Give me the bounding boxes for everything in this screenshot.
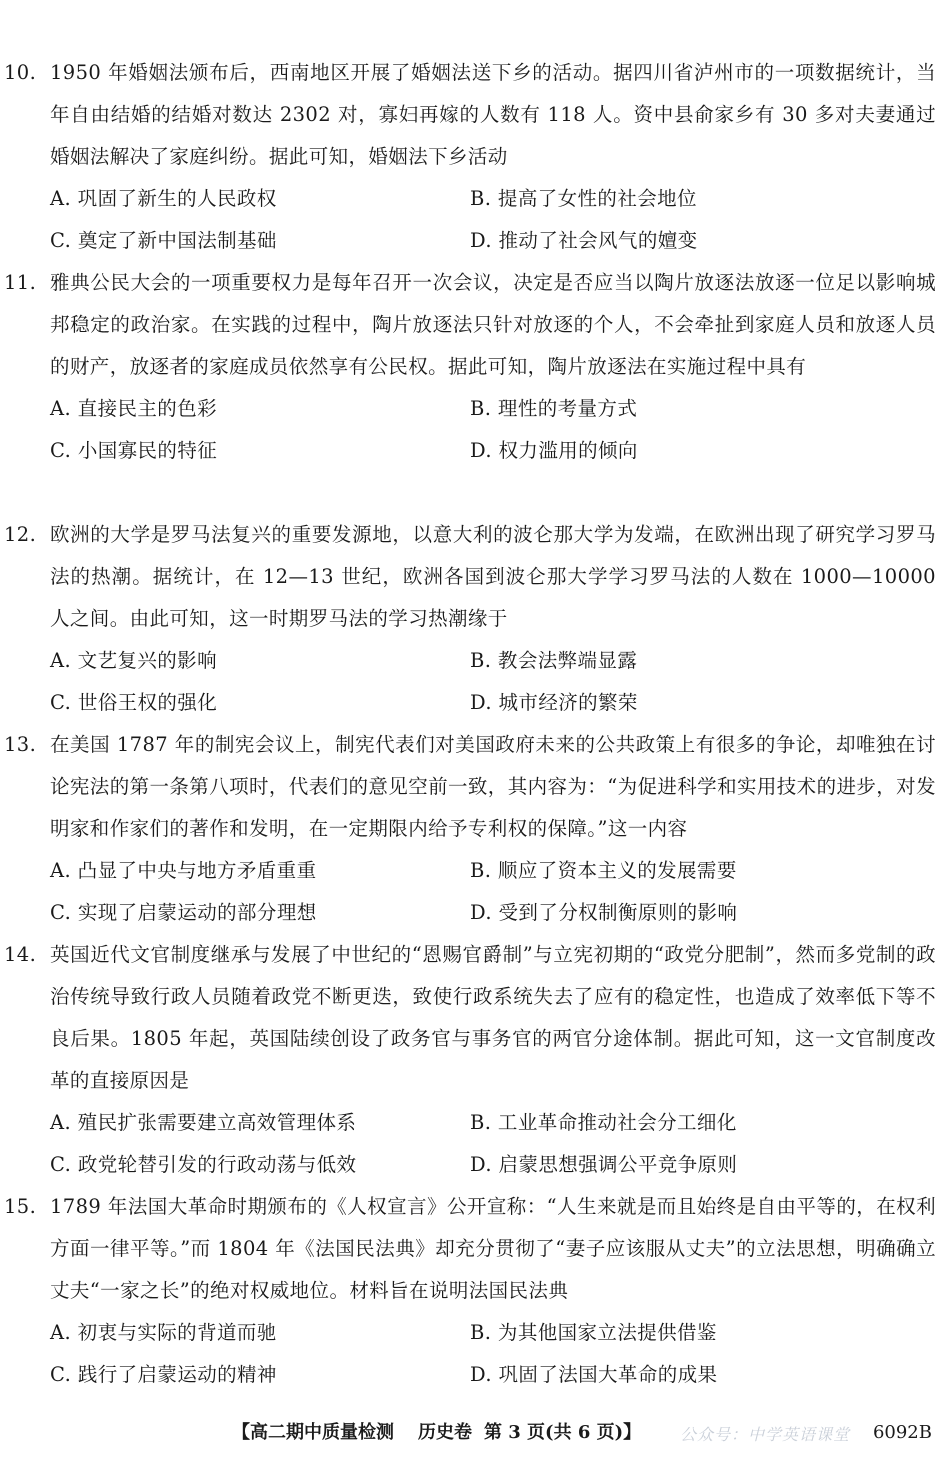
question-stem (0, 262, 950, 388)
question-text: 1789 年法国大革命时期颁布的《人权宣言》公开宣称：“人生来就是而且始终是自由平等的，在权利方面一律平等。”而 1804 年《法国民法典》却充分贯彻了“妻子应该服从丈夫”的立法思想，明确确立丈夫“一家之长”的绝对权威地位。材料旨在说明法国民法典 (50, 1195, 937, 1302)
option-c: C. 世俗王权的强化 (50, 691, 218, 714)
question-10 (0, 52, 950, 262)
question-11 (0, 262, 950, 472)
question-12 (0, 514, 950, 724)
option-grid (0, 1102, 950, 1186)
option-a: A. 殖民扩张需要建立高效管理体系 (50, 1111, 357, 1134)
footer-label (232, 1416, 641, 1450)
option-a: A. 文艺复兴的影响 (50, 649, 217, 672)
question-number: 14. (4, 943, 37, 966)
question-stem (0, 1186, 950, 1312)
question-text: 欧洲的大学是罗马法复兴的重要发源地，以意大利的波仑那大学为发端，在欧洲出现了研究学习罗马法的热潮。据统计，在 12—13 世纪，欧洲各国到波仑那大学学习罗马法的人数在 1000—10000 人之间。由此可知，这一时期罗马法的学习热潮缘于 (50, 523, 936, 630)
option-c: C. 小国寡民的特征 (50, 439, 218, 462)
option-b: B. 工业革命推动社会分工细化 (470, 1111, 737, 1134)
question-stem (0, 934, 950, 1102)
option-d: D. 启蒙思想强调公平竞争原则 (470, 1153, 738, 1176)
question-number: 11. (4, 271, 37, 294)
question-text: 在美国 1787 年的制宪会议上，制宪代表们对美国政府未来的公共政策上有很多的争论，却唯独在讨论宪法的第一条第八项时，代表们的意见空前一致，其内容为：“为促进科学和实用技术的进步，对发明家和作家们的著作和发明，在一定期限内给予专利权的保障。”这一内容 (50, 733, 936, 840)
option-grid (0, 388, 950, 472)
question-text: 英国近代文官制度继承与发展了中世纪的“恩赐官爵制”与立宪初期的“政党分肥制”，然而多党制的政治传统导致行政人员随着政党不断更迭，致使行政系统失去了应有的稳定性，也造成了效率低下等不良后果。1805 年起，英国陆续创设了政务官与事务官的两官分途体制。据此可知，这一文官制度改革的直接原因是 (50, 943, 936, 1092)
option-d: D. 巩固了法国大革命的成果 (470, 1363, 718, 1386)
question-number: 13. (4, 733, 37, 756)
question-text: 1950 年婚姻法颁布后，西南地区开展了婚姻法送下乡的活动。据四川省泸州市的一项数据统计，当年自由结婚的结婚对数达 2302 对，寡妇再嫁的人数有 118 人。资中县俞家乡有 30 多对夫妻通过婚姻法解决了家庭纠纷。据此可知，婚姻法下乡活动 (50, 61, 936, 168)
exam-title: 【高二期中质量检测 (232, 1422, 394, 1443)
question-13 (0, 724, 950, 934)
question-number: 12. (4, 523, 37, 546)
option-a: A. 直接民主的色彩 (50, 397, 217, 420)
question-number: 10. (4, 61, 37, 84)
option-b: B. 顺应了资本主义的发展需要 (470, 859, 737, 882)
paper-code: 6092B (872, 1422, 932, 1443)
option-b: B. 提高了女性的社会地位 (470, 187, 697, 210)
option-b: B. 理性的考量方式 (470, 397, 638, 420)
question-stem (0, 52, 950, 178)
question-number: 15. (4, 1195, 37, 1218)
question-stem (0, 724, 950, 850)
option-c: C. 践行了启蒙运动的精神 (50, 1363, 277, 1386)
option-a: A. 初衷与实际的背道而驰 (50, 1321, 277, 1344)
subject-label: 历史卷 (418, 1422, 472, 1443)
page-indicator: 第 3 页(共 6 页)】 (484, 1422, 642, 1443)
option-b: B. 教会法弊端显露 (470, 649, 638, 672)
option-b: B. 为其他国家立法提供借鉴 (470, 1321, 717, 1344)
question-15 (0, 1186, 950, 1396)
option-c: C. 政党轮替引发的行政动荡与低效 (50, 1153, 357, 1176)
option-c: C. 实现了启蒙运动的部分理想 (50, 901, 317, 924)
option-grid (0, 1312, 950, 1396)
option-d: D. 权力滥用的倾向 (470, 439, 638, 462)
option-a: A. 凸显了中央与地方矛盾重重 (50, 859, 317, 882)
question-14 (0, 934, 950, 1186)
option-a: A. 巩固了新生的人民政权 (50, 187, 277, 210)
option-c: C. 奠定了新中国法制基础 (50, 229, 277, 252)
option-grid (0, 640, 950, 724)
question-stem (0, 514, 950, 640)
option-grid (0, 850, 950, 934)
page-footer (0, 1416, 950, 1450)
option-d: D. 受到了分权制衡原则的影响 (470, 901, 738, 924)
option-grid (0, 178, 950, 262)
option-d: D. 推动了社会风气的嬗变 (470, 229, 698, 252)
option-d: D. 城市经济的繁荣 (470, 691, 638, 714)
watermark-text: 公众号：中学英语课堂 (680, 1425, 851, 1444)
question-text: 雅典公民大会的一项重要权力是每年召开一次会议，决定是否应当以陶片放逐法放逐一位足以影响城邦稳定的政治家。在实践的过程中，陶片放逐法只针对放逐的个人，不会牵扯到家庭人员和放逐人员的财产，放逐者的家庭成员依然享有公民权。据此可知，陶片放逐法在实施过程中具有 (50, 271, 936, 378)
